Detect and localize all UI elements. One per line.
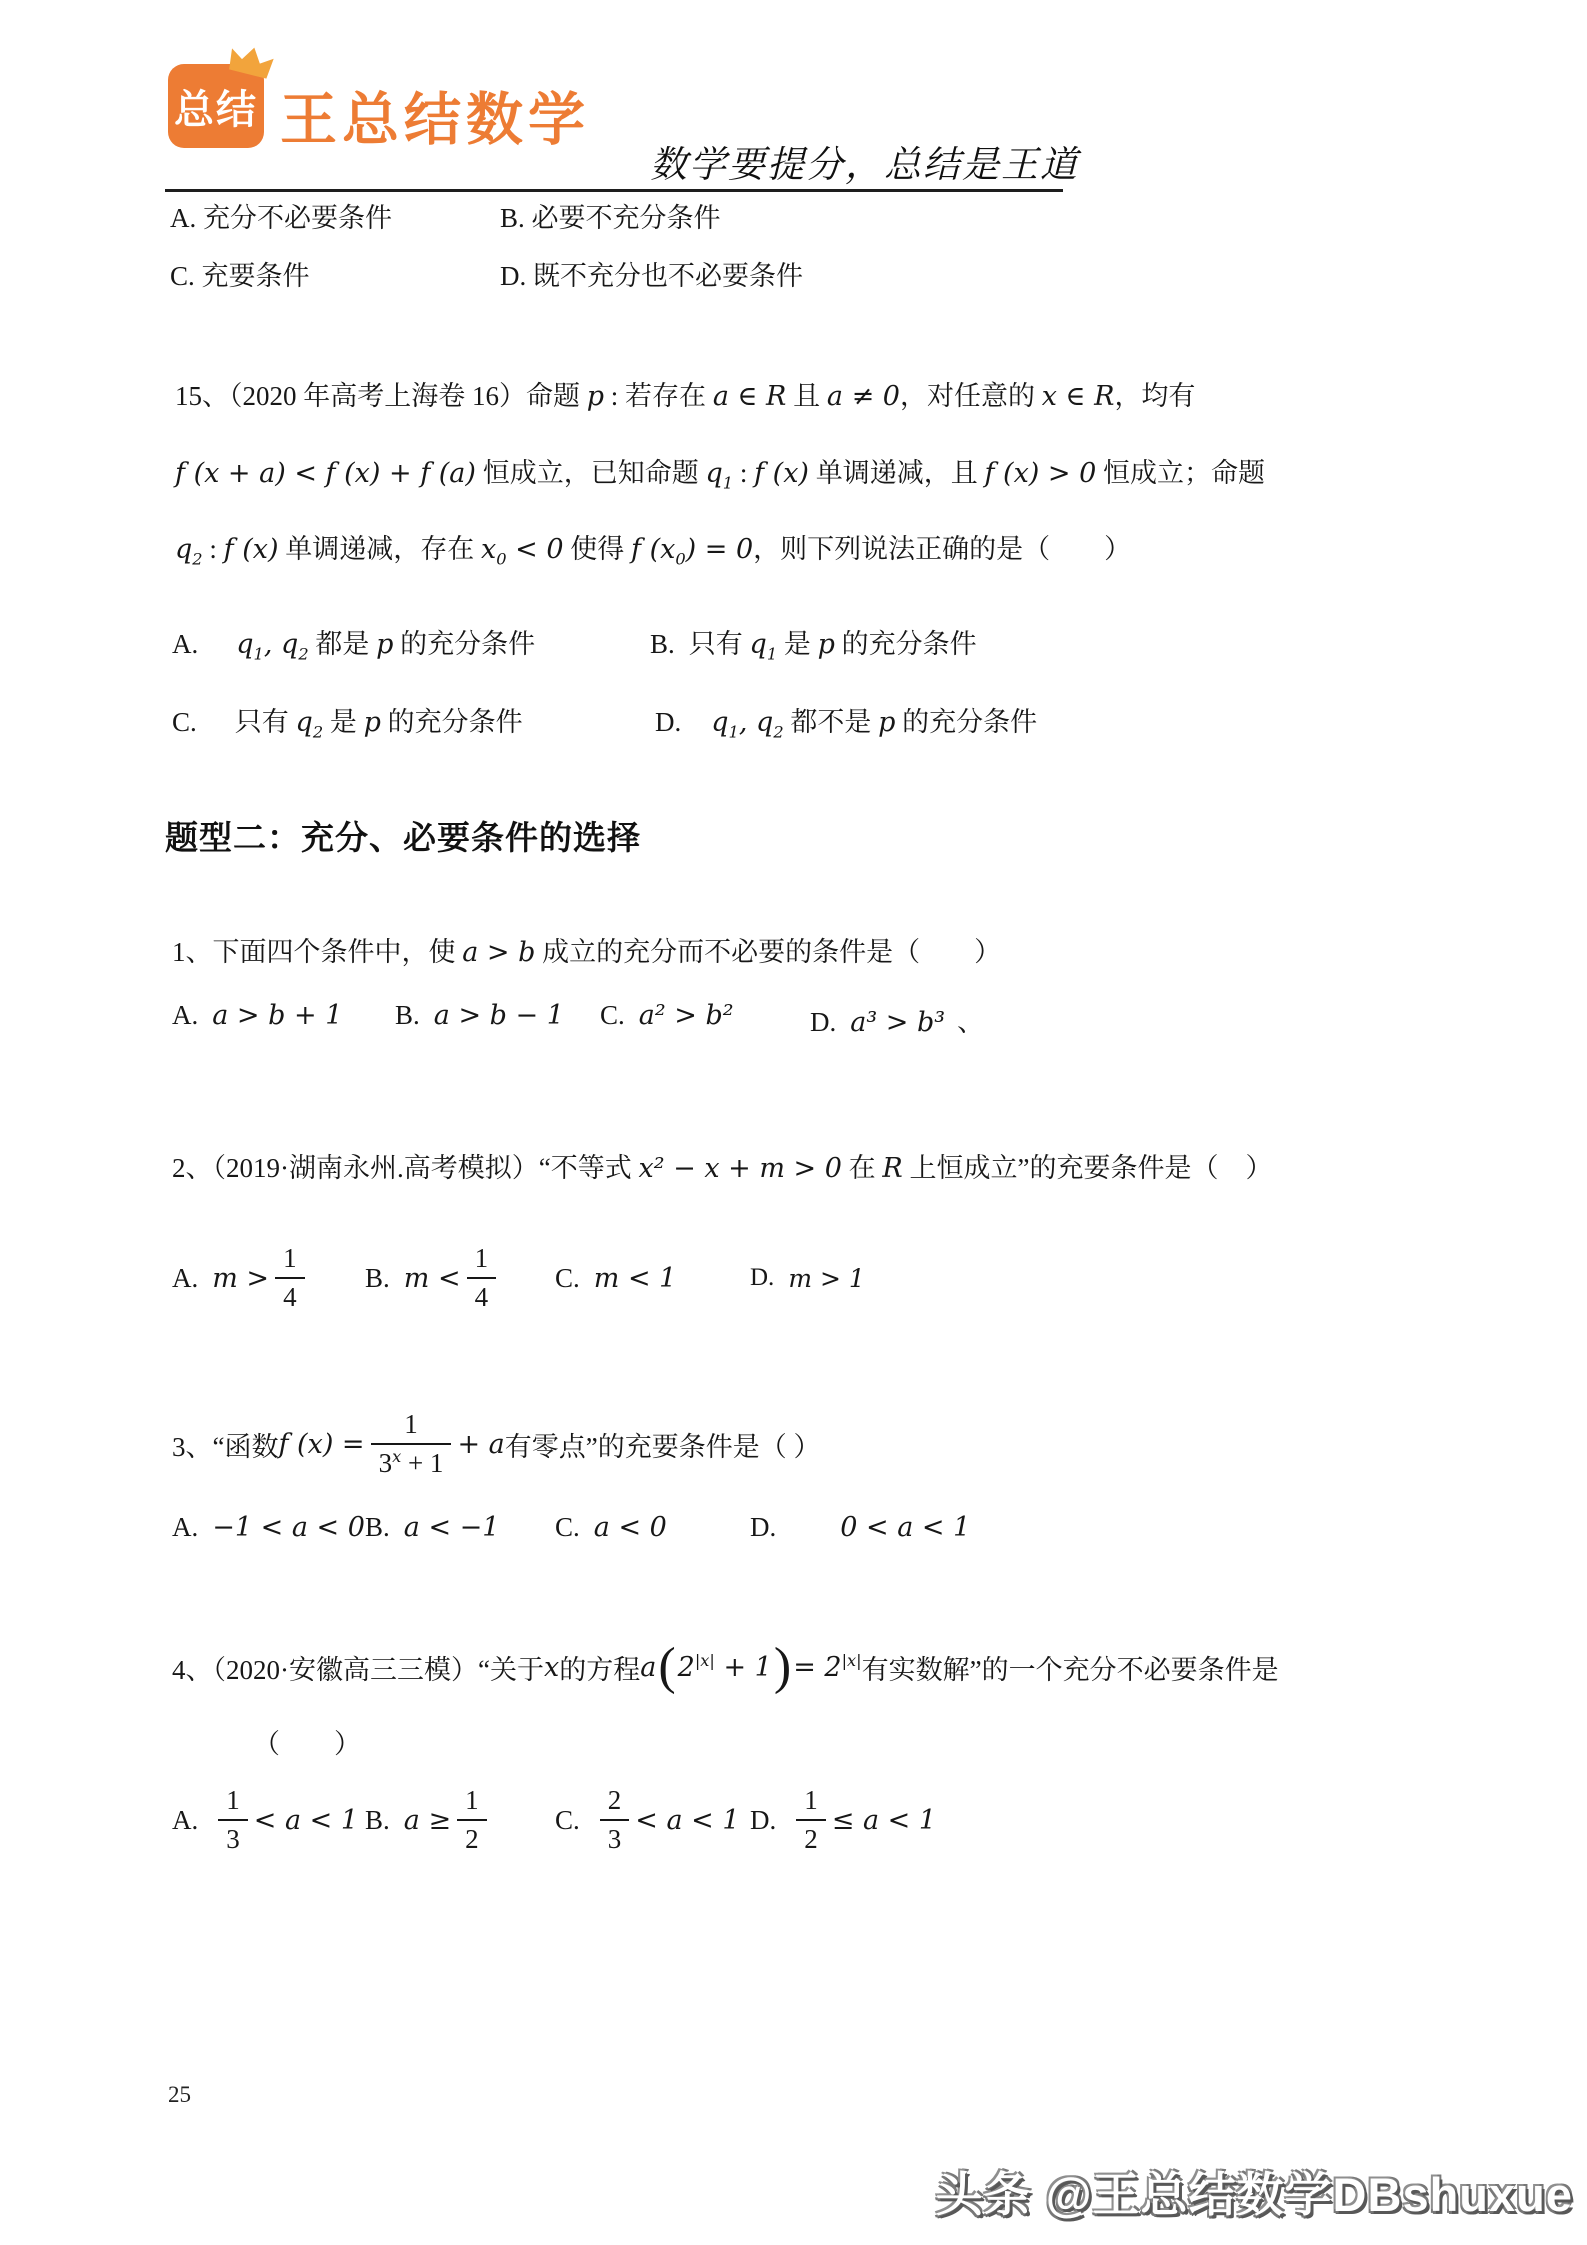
math-run: < a < 1 xyxy=(635,1804,740,1836)
text-run: 恒成立；命题 xyxy=(1096,458,1266,488)
math-run: f (x + a) < f (x) + f (a) xyxy=(175,458,476,489)
math-run: p xyxy=(817,629,835,660)
subscript: 2 xyxy=(312,722,324,742)
text-run: 只有 xyxy=(688,629,750,659)
math-run: a³ > b³ xyxy=(850,1007,946,1038)
math-run: a > b xyxy=(462,937,536,968)
fraction-numerator: 1 xyxy=(226,1784,240,1815)
subscript: 0 xyxy=(496,549,507,569)
fraction-denominator xyxy=(371,1443,452,1479)
q3-option-a xyxy=(172,1512,365,1543)
option-label: A. xyxy=(172,1804,199,1835)
fraction-numerator: 1 xyxy=(804,1784,818,1815)
text-run: 是 xyxy=(323,707,364,737)
math-run: q xyxy=(705,458,723,489)
text-run: : xyxy=(202,534,224,564)
q2-stem xyxy=(172,1146,1273,1185)
text-run: ，均有 xyxy=(1114,381,1196,411)
watermark-text: 头条 @王总结数学DBshuxue xyxy=(935,2168,1573,2221)
text-run: 且 xyxy=(786,381,827,411)
brand-logo-text: 总结 xyxy=(174,87,258,132)
math-run: a < −1 xyxy=(403,1512,500,1543)
option-label: D. xyxy=(810,1007,837,1037)
option-label: B. xyxy=(365,1512,390,1542)
option-label: C. xyxy=(555,1512,580,1542)
math-run: f (x) = xyxy=(278,1428,365,1460)
fraction-denominator: 3 xyxy=(218,1819,248,1855)
text-run: 的充分条件 xyxy=(895,707,1038,737)
option-label: A. xyxy=(172,1262,199,1293)
text-run: 上恒成立”的充要条件是（ ） xyxy=(902,1153,1273,1183)
math-run: a ≥ xyxy=(403,1804,452,1836)
subscript: 1 xyxy=(253,644,264,664)
math-run: f (x xyxy=(631,534,676,565)
math-run: x xyxy=(481,534,497,565)
brand-name: 王总结数学 xyxy=(280,88,590,152)
expression xyxy=(678,1652,772,1683)
fraction-numerator: 2 xyxy=(607,1784,622,1815)
fraction xyxy=(371,1409,452,1479)
text-run: : xyxy=(733,458,755,488)
math-run: , q xyxy=(263,629,299,660)
math-run: a < 0 xyxy=(593,1512,667,1543)
text-run: 2、（2019·湖南永州.高考模拟）“不等式 xyxy=(172,1153,639,1183)
math-run: q xyxy=(295,707,313,738)
math-run: f (x) > 0 xyxy=(984,458,1097,489)
math-run: a ≠ 0 xyxy=(826,381,900,412)
math-run: f (x) xyxy=(223,534,279,565)
fraction xyxy=(218,1785,248,1855)
q3-stem xyxy=(172,1390,820,1498)
q15-option-c xyxy=(172,700,523,742)
math-run: x² − x + m > 0 xyxy=(638,1153,842,1184)
option-label: B. xyxy=(365,1262,390,1293)
text-run: 都是 xyxy=(308,629,377,659)
subscript: 1 xyxy=(722,473,734,493)
q1-option-a xyxy=(172,1000,342,1031)
option-label: C. xyxy=(600,1000,625,1030)
text-run: ，对任意的 xyxy=(899,381,1042,411)
q1-option-c xyxy=(600,1000,734,1031)
math-run: a xyxy=(640,1651,657,1683)
q4-option-c xyxy=(555,1768,740,1872)
text-run: 、 xyxy=(957,1007,985,1037)
text-run: 1、下面四个条件中，使 xyxy=(172,937,463,967)
fraction xyxy=(467,1243,497,1313)
math-run: a > b + 1 xyxy=(212,1000,343,1031)
math-run: m < 1 xyxy=(593,1262,677,1294)
fraction xyxy=(275,1243,305,1313)
fraction-denominator: 2 xyxy=(457,1819,487,1855)
q1-option-b xyxy=(395,1000,564,1031)
text-run: 有零点”的充要条件是（ ） xyxy=(504,1431,821,1462)
option-label: B. xyxy=(650,629,675,659)
math-run: p xyxy=(376,629,394,660)
option-label: B. xyxy=(395,1000,420,1030)
text-run: 成立的充分而不必要的条件是（ ） xyxy=(535,937,1002,967)
q4-answer-parens: （ ） xyxy=(253,1729,361,1759)
math-run: = 2 xyxy=(793,1651,842,1683)
subscript: 0 xyxy=(675,549,686,569)
brand-slogan: 数学要提分，总结是王道 xyxy=(650,145,1079,186)
option-label: A. xyxy=(172,1000,199,1030)
option-label: C. xyxy=(172,707,197,737)
math-run: + a xyxy=(457,1428,505,1460)
text-run: 在 xyxy=(841,1153,883,1183)
option-label: D. xyxy=(750,1804,777,1835)
math-run: x ∈ R xyxy=(1041,381,1115,412)
option-label: C. xyxy=(555,1804,580,1835)
fraction xyxy=(796,1785,826,1855)
brand-logo-badge xyxy=(168,64,264,148)
math-run: q xyxy=(236,629,254,660)
superscript: |x| xyxy=(841,1650,862,1670)
fraction-numerator: 1 xyxy=(474,1242,489,1273)
math-run: a ∈ R xyxy=(712,381,787,412)
section-title: 题型二：充分、必要条件的选择 xyxy=(165,819,641,856)
math-run: m < xyxy=(403,1262,461,1294)
big-right-paren: ) xyxy=(773,1637,792,1695)
math-run: , q xyxy=(738,707,774,738)
text-run: 3、“函数 xyxy=(172,1431,279,1462)
q2-option-b xyxy=(365,1226,502,1330)
q2-option-c xyxy=(555,1226,676,1330)
math-run: ) = 0 xyxy=(685,534,754,565)
math-run: < 0 xyxy=(506,534,564,565)
header-divider xyxy=(165,189,1063,192)
q15-stem-line1 xyxy=(175,374,1195,413)
option-label: A. xyxy=(172,629,199,659)
subscript: 1 xyxy=(728,722,739,742)
math-run: a > b − 1 xyxy=(433,1000,564,1031)
text-run: 使得 xyxy=(563,534,632,564)
fraction-denominator: 3 xyxy=(600,1819,630,1855)
math-run: 0 < a < 1 xyxy=(840,1512,971,1543)
text-run: 是 xyxy=(777,629,818,659)
math-run: 2 xyxy=(677,1651,695,1683)
q15-option-b xyxy=(650,622,977,664)
text-run: 3 xyxy=(378,1448,393,1478)
superscript: x xyxy=(392,1447,402,1466)
subscript: 2 xyxy=(298,644,309,664)
fraction xyxy=(600,1785,630,1855)
q15-option-a xyxy=(172,622,536,664)
text-run: 单调递减，且 xyxy=(808,458,985,488)
prev-option-c: C. 充要条件 xyxy=(170,261,310,291)
page-number: 25 xyxy=(168,2082,191,2107)
math-run: a² > b² xyxy=(638,1000,734,1031)
q15-stem-line3 xyxy=(175,527,1132,569)
option-label: D. xyxy=(655,707,682,737)
subscript: 1 xyxy=(766,644,778,664)
subscript: 2 xyxy=(773,722,784,742)
q4-option-a xyxy=(172,1768,358,1872)
fraction xyxy=(457,1785,487,1855)
option-label: D. xyxy=(750,1512,777,1542)
text-run: + 1 xyxy=(401,1448,444,1478)
text-run: : 若存在 xyxy=(604,381,713,411)
math-run: p xyxy=(586,381,605,412)
math-run: x xyxy=(543,1651,560,1683)
q15-stem-line2 xyxy=(175,451,1266,493)
q15-option-d xyxy=(655,700,1038,742)
math-run: f (x) xyxy=(754,458,809,489)
math-run: q xyxy=(749,629,767,660)
math-run: R xyxy=(882,1153,903,1184)
text-run: 只有 xyxy=(234,707,296,737)
text-run: 4、（2020·安徽高三三模）“关于 xyxy=(172,1654,544,1685)
math-run: ≤ a < 1 xyxy=(831,1804,937,1836)
math-run: q xyxy=(711,707,729,738)
math-run: + 1 xyxy=(714,1651,772,1683)
math-run: q xyxy=(175,534,193,565)
q2-option-d xyxy=(750,1226,865,1330)
q1-option-d xyxy=(810,1000,984,1039)
q4-stem xyxy=(172,1634,1279,1700)
text-run: 15、（2020 年高考上海卷 16）命题 xyxy=(175,381,587,411)
q3-option-d xyxy=(750,1512,970,1543)
text-run: 恒成立，已知命题 xyxy=(475,458,706,488)
text-run: 的方程 xyxy=(559,1654,641,1685)
superscript: |x| xyxy=(694,1650,715,1670)
text-run: 都不是 xyxy=(783,707,879,737)
q3-option-c xyxy=(555,1512,667,1543)
math-run: p xyxy=(878,707,896,738)
q3-option-b xyxy=(365,1512,499,1543)
q2-option-a xyxy=(172,1226,311,1330)
prev-option-a: A. 充分不必要条件 xyxy=(170,203,392,233)
math-run: p xyxy=(363,707,381,738)
subscript: 2 xyxy=(192,549,203,569)
fraction-denominator: 4 xyxy=(467,1277,497,1313)
big-left-paren: ( xyxy=(658,1637,676,1695)
crown-icon xyxy=(225,39,278,83)
fraction-denominator: 4 xyxy=(275,1277,305,1313)
expression xyxy=(793,1652,861,1683)
text-run: 单调递减，存在 xyxy=(278,534,481,564)
fraction-numerator: 1 xyxy=(404,1408,418,1439)
math-run: < a < 1 xyxy=(253,1804,359,1836)
option-label: C. xyxy=(555,1262,580,1293)
text-run: 的充分条件 xyxy=(380,707,523,737)
fraction-numerator: 1 xyxy=(283,1242,297,1273)
option-label: A. xyxy=(172,1512,199,1542)
q1-stem xyxy=(172,930,1001,969)
fraction-numerator: 1 xyxy=(465,1784,479,1815)
option-label: B. xyxy=(365,1804,390,1835)
math-run: −1 < a < 0 xyxy=(212,1512,365,1543)
option-label: D. xyxy=(750,1264,775,1291)
text-run: 有实数解”的一个充分不必要条件是 xyxy=(861,1654,1279,1685)
prev-option-b: B. 必要不充分条件 xyxy=(500,203,721,233)
prev-option-d: D. 既不充分也不必要条件 xyxy=(500,261,803,291)
text-run: 的充分条件 xyxy=(393,629,536,659)
fraction-denominator: 2 xyxy=(796,1819,826,1855)
math-run: m > 1 xyxy=(788,1263,865,1293)
q4-option-d xyxy=(750,1768,936,1872)
math-run: m > xyxy=(212,1262,270,1294)
q4-option-b xyxy=(365,1768,493,1872)
text-run: 的充分条件 xyxy=(834,629,977,659)
text-run: ，则下列说法正确的是（ ） xyxy=(753,534,1132,564)
